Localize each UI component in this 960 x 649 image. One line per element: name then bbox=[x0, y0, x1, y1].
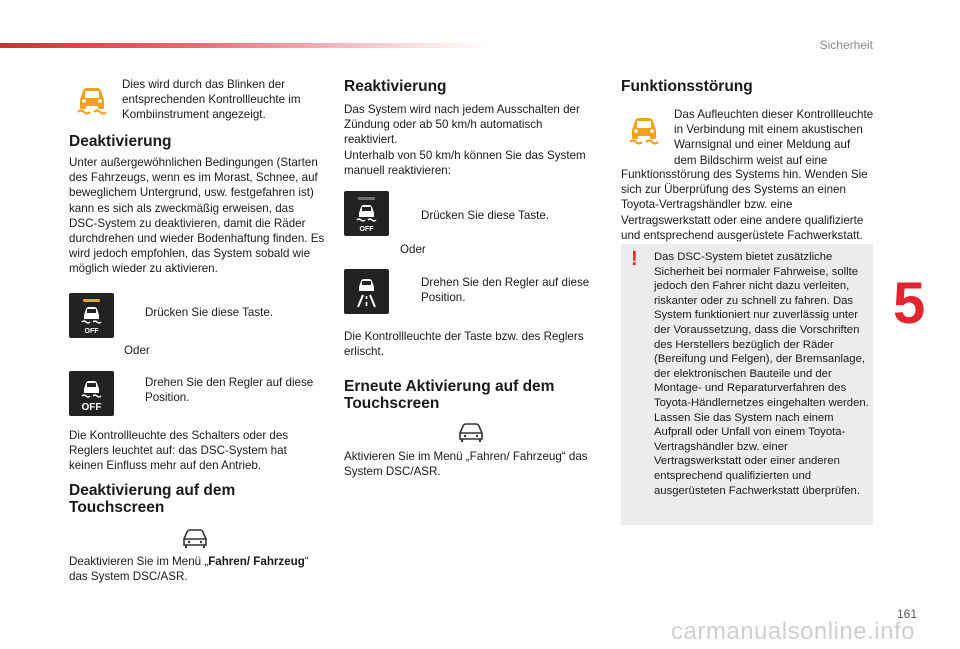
touch-reactivation-heading bbox=[344, 378, 599, 412]
touch-deactivation-heading-line1: Deaktivierung auf dem bbox=[69, 482, 236, 499]
dsc-on-dial-icon bbox=[344, 269, 389, 314]
reactivation-body-2: Unterhalb von 50 km/h können Sie das System manuell reaktivieren: bbox=[344, 149, 586, 178]
left-step-2-text: Drehen Sie den Regler auf diese Position. bbox=[145, 376, 314, 405]
middle-step-1-text: Drücken Sie diese Taste. bbox=[421, 209, 550, 222]
deactivation-heading bbox=[69, 133, 172, 150]
left-or: Oder bbox=[124, 344, 150, 357]
fault-intro: Das Aufleuchten dieser Kontrollleuchte in Verbindung mit einem akustischen Warnsignal und einer Meldung auf dem Bildschirm weist auf eine bbox=[674, 108, 874, 167]
intro-text: Dies wird durch das Blinken der entsprechenden Kontrollleuchte im Kombiinstrument angezeigt. bbox=[122, 78, 301, 122]
car-menu-icon bbox=[456, 420, 486, 449]
touch-deactivation-body bbox=[69, 554, 329, 584]
fault-heading bbox=[621, 78, 753, 95]
touch-reactivation-heading-line1: Erneute Aktivierung auf dem bbox=[344, 378, 555, 395]
middle-step-1 bbox=[400, 208, 595, 223]
middle-or: Oder bbox=[400, 243, 426, 256]
reactivation-heading bbox=[344, 78, 447, 95]
deactivation-heading-text: Deaktivierung bbox=[69, 133, 172, 150]
left-step-2 bbox=[124, 375, 314, 405]
chapter-number: 5 bbox=[893, 271, 926, 336]
warning-icon: ! bbox=[631, 248, 638, 270]
deactivation-body: Unter außergewöhnlichen Bedingungen (Starten des Fahrzeugs, wenn es im Morast, Schnee, auf beweglichem Untergrund, usw. festgefahren ist) kann es sich als zweckmäßig erweisen, das DSC-System zu deaktivieren, damit die Räder durchdrehen und wieder Bodenhaftung finden. Es wird jedoch empfohlen, das System sobald wie möglich wieder zu aktivieren. bbox=[69, 156, 325, 276]
safety-note-box bbox=[621, 244, 873, 525]
left-after-text: Die Kontrollleuchte des Schalters oder des Reglers leuchtet auf: das DSC-System hat keinen Einfluss mehr auf den Antrieb. bbox=[69, 429, 289, 473]
page-number: 161 bbox=[896, 607, 917, 621]
car-menu-icon bbox=[180, 526, 210, 555]
touch-deactivation-post: “ das System DSC/ASR. bbox=[69, 555, 309, 584]
section-title: Sicherheit bbox=[819, 38, 873, 52]
watermark: carmanualsonline.info bbox=[671, 618, 915, 645]
header-accent-bar bbox=[0, 43, 490, 48]
touch-reactivation-heading-line2: Touchscreen bbox=[344, 395, 440, 412]
fault-heading-text: Funktionsstörung bbox=[621, 78, 753, 95]
middle-step-2 bbox=[400, 275, 600, 305]
reactivation-body-1: Das System wird nach jedem Ausschalten der Zündung oder ab 50 km/h automatisch reaktiviert. bbox=[344, 103, 580, 147]
touch-deactivation-heading bbox=[69, 482, 309, 516]
touch-reactivation-body: Aktivieren Sie im Menü „Fahren/ Fahrzeug“ das System DSC/ASR. bbox=[344, 450, 588, 479]
left-step-1-text: Drücken Sie diese Taste. bbox=[145, 306, 274, 319]
off-label: OFF bbox=[359, 226, 374, 233]
touch-deactivation-heading-line2: Touchscreen bbox=[69, 499, 165, 516]
skid-warning-icon bbox=[72, 80, 112, 125]
dsc-off-button-icon bbox=[69, 293, 114, 338]
reactivation-heading-text: Reaktivierung bbox=[344, 78, 447, 95]
fault-body: Funktionsstörung des Systems hin. Wenden Sie sich zur Überprüfung des Systems an einen Toyota-Vertragshändler bzw. eine Vertragswerkstatt oder eine andere qualifizierte und entsprechend ausgerüstete Fachwerkstatt. bbox=[621, 168, 868, 242]
middle-after-text: Die Kontrollleuchte der Taste bzw. des Reglers erlischt. bbox=[344, 330, 584, 359]
dsc-off-dial-icon bbox=[69, 371, 114, 416]
skid-warning-icon bbox=[624, 110, 664, 155]
left-step-1 bbox=[124, 305, 314, 320]
dsc-off-button-icon bbox=[344, 191, 389, 236]
off-label: OFF bbox=[84, 328, 99, 335]
touch-deactivation-pre: Deaktivieren Sie im Menü „ bbox=[69, 555, 209, 568]
safety-note-text: Das DSC-System bietet zusätzliche Sicherheit bei normaler Fahrweise, sollte jedoch den Fahrer nicht dazu verleiten, riskanter oder zu schnell zu fahren. Das System funktioniert nur zuverlässig unter der Voraussetzung, dass die Vorschriften des Herstellers bezüglich der Räder (Bereifung und Felgen), der Bremsanlage, der elektronischen Bauteile und der Montage- und Reparaturverfahren des Toyota-Händlernetzes eingehalten werden. Lassen Sie das System nach einem Aufprall oder Unfall von einem Toyota-Vertragshändler bzw. einer Vertragswerkstatt oder einer anderen entsprechend qualifizierten und ausgerüsteten Fachwerkstatt überprüfen. bbox=[654, 251, 869, 497]
middle-step-2-text: Drehen Sie den Regler auf diese Position. bbox=[421, 276, 590, 305]
off-label: OFF bbox=[81, 402, 102, 413]
touch-deactivation-menu: Fahren/ Fahrzeug bbox=[208, 555, 305, 568]
